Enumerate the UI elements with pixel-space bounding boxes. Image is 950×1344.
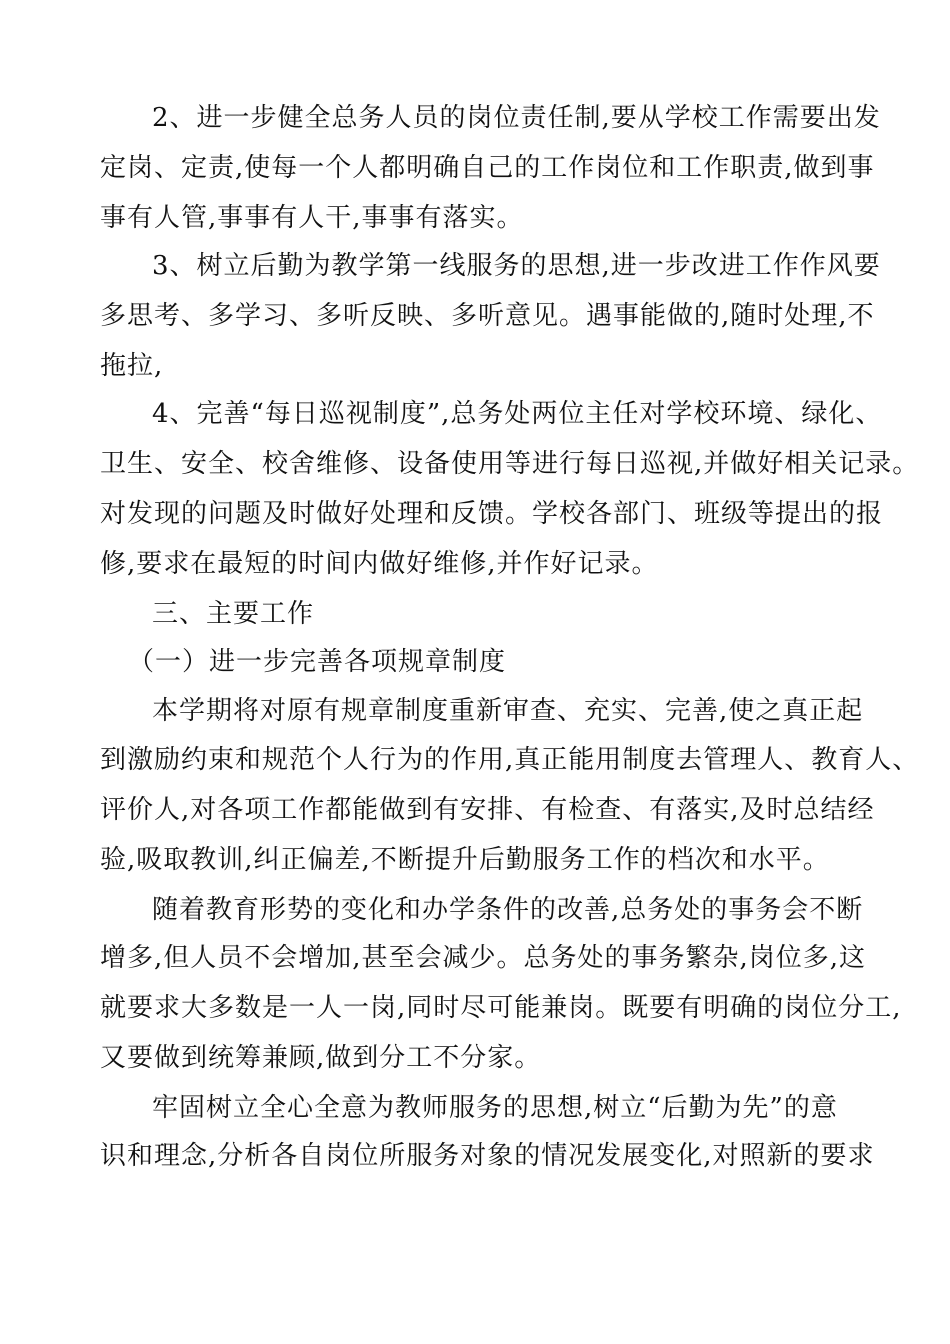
text-line: 评价人,对各项工作都能做到有安排、有检查、有落实,及时总结经	[100, 795, 875, 825]
text-line: 到激励约束和规范个人行为的作用,真正能用制度去管理人、教育人、	[100, 745, 920, 775]
text-line: 对发现的问题及时做好处理和反馈。学校各部门、班级等提出的报	[100, 499, 884, 529]
text-line: 又要做到统筹兼顾,做到分工不分家。	[100, 1043, 542, 1073]
text-line: 事有人管,事事有人干,事事有落实。	[100, 203, 524, 233]
text-line: 就要求大多数是一人一岗,同时尽可能兼岗。既要有明确的岗位分工,	[100, 993, 902, 1023]
text-line: 随着教育形势的变化和办学条件的改善,总务处的事务会不断	[152, 895, 864, 925]
text-line: 卫生、安全、校舍维修、设备使用等进行每日巡视,并做好相关记录。	[100, 449, 920, 479]
subsection-heading: （一）进一步完善各项规章制度	[128, 647, 507, 677]
section-heading: 三、主要工作	[152, 599, 315, 629]
text-line: 4、完善“每日巡视制度”,总务处两位主任对学校环境、绿化、	[152, 399, 883, 429]
text-line: 定岗、定责,使每一个人都明确自己的工作岗位和工作职责,做到事	[100, 153, 875, 183]
text-line: 识和理念,分析各自岗位所服务对象的情况发展变化,对照新的要求	[100, 1141, 875, 1171]
text-line: 牢固树立全心全意为教师服务的思想,树立“后勤为先”的意	[152, 1093, 838, 1123]
text-line: 多思考、多学习、多听反映、多听意见。遇事能做的,随时处理,不	[100, 301, 875, 331]
text-line: 增多,但人员不会增加,甚至会减少。总务处的事务繁杂,岗位多,这	[100, 943, 867, 973]
text-line: 3、树立后勤为教学第一线服务的思想,进一步改进工作作风要	[152, 251, 881, 281]
text-line: 修,要求在最短的时间内做好维修,并作好记录。	[100, 549, 659, 579]
text-line: 本学期将对原有规章制度重新审查、充实、完善,使之真正起	[152, 696, 864, 726]
text-line: 验,吸取教训,纠正偏差,不断提升后勤服务工作的档次和水平。	[100, 845, 830, 875]
text-line: 2、进一步健全总务人员的岗位责任制,要从学校工作需要出发	[152, 103, 881, 133]
text-line: 拖拉,	[100, 351, 164, 381]
